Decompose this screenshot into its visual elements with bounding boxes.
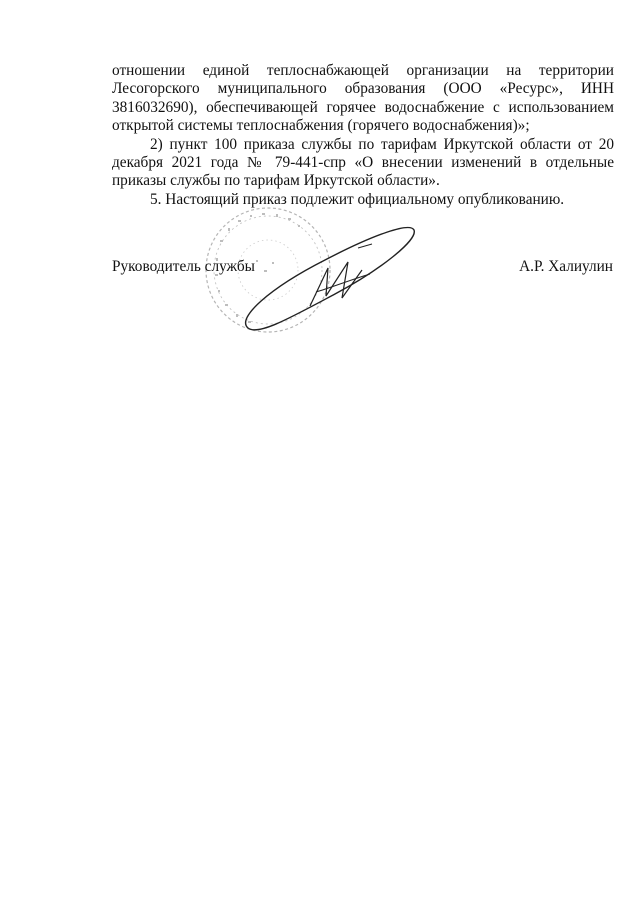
signatory-name: А.Р. Халиулин xyxy=(519,258,613,275)
handwritten-signature xyxy=(230,218,420,333)
signatory-role: Руководитель службы xyxy=(112,258,255,275)
paragraph-continuation: отношении единой теплоснабжающей организации на территории Лесогорского муниципального образования (ООО «Ресурс», ИНН 3816032690), обеспечивающей горячее водоснабжение с использованием открытой системы теплоснабжения (горячего водоснабжения)»; xyxy=(112,62,614,135)
document-body xyxy=(112,62,614,209)
paragraph-item-5: 5. Настоящий приказ подлежит официальному опубликованию. xyxy=(150,190,565,208)
paragraph-item-2: 2) пункт 100 приказа службы по тарифам Иркутской области от 20 декабря 2021 года № 79-441-спр «О внесении изменений в отдельные приказы службы по тарифам Иркутской области». xyxy=(112,135,614,190)
